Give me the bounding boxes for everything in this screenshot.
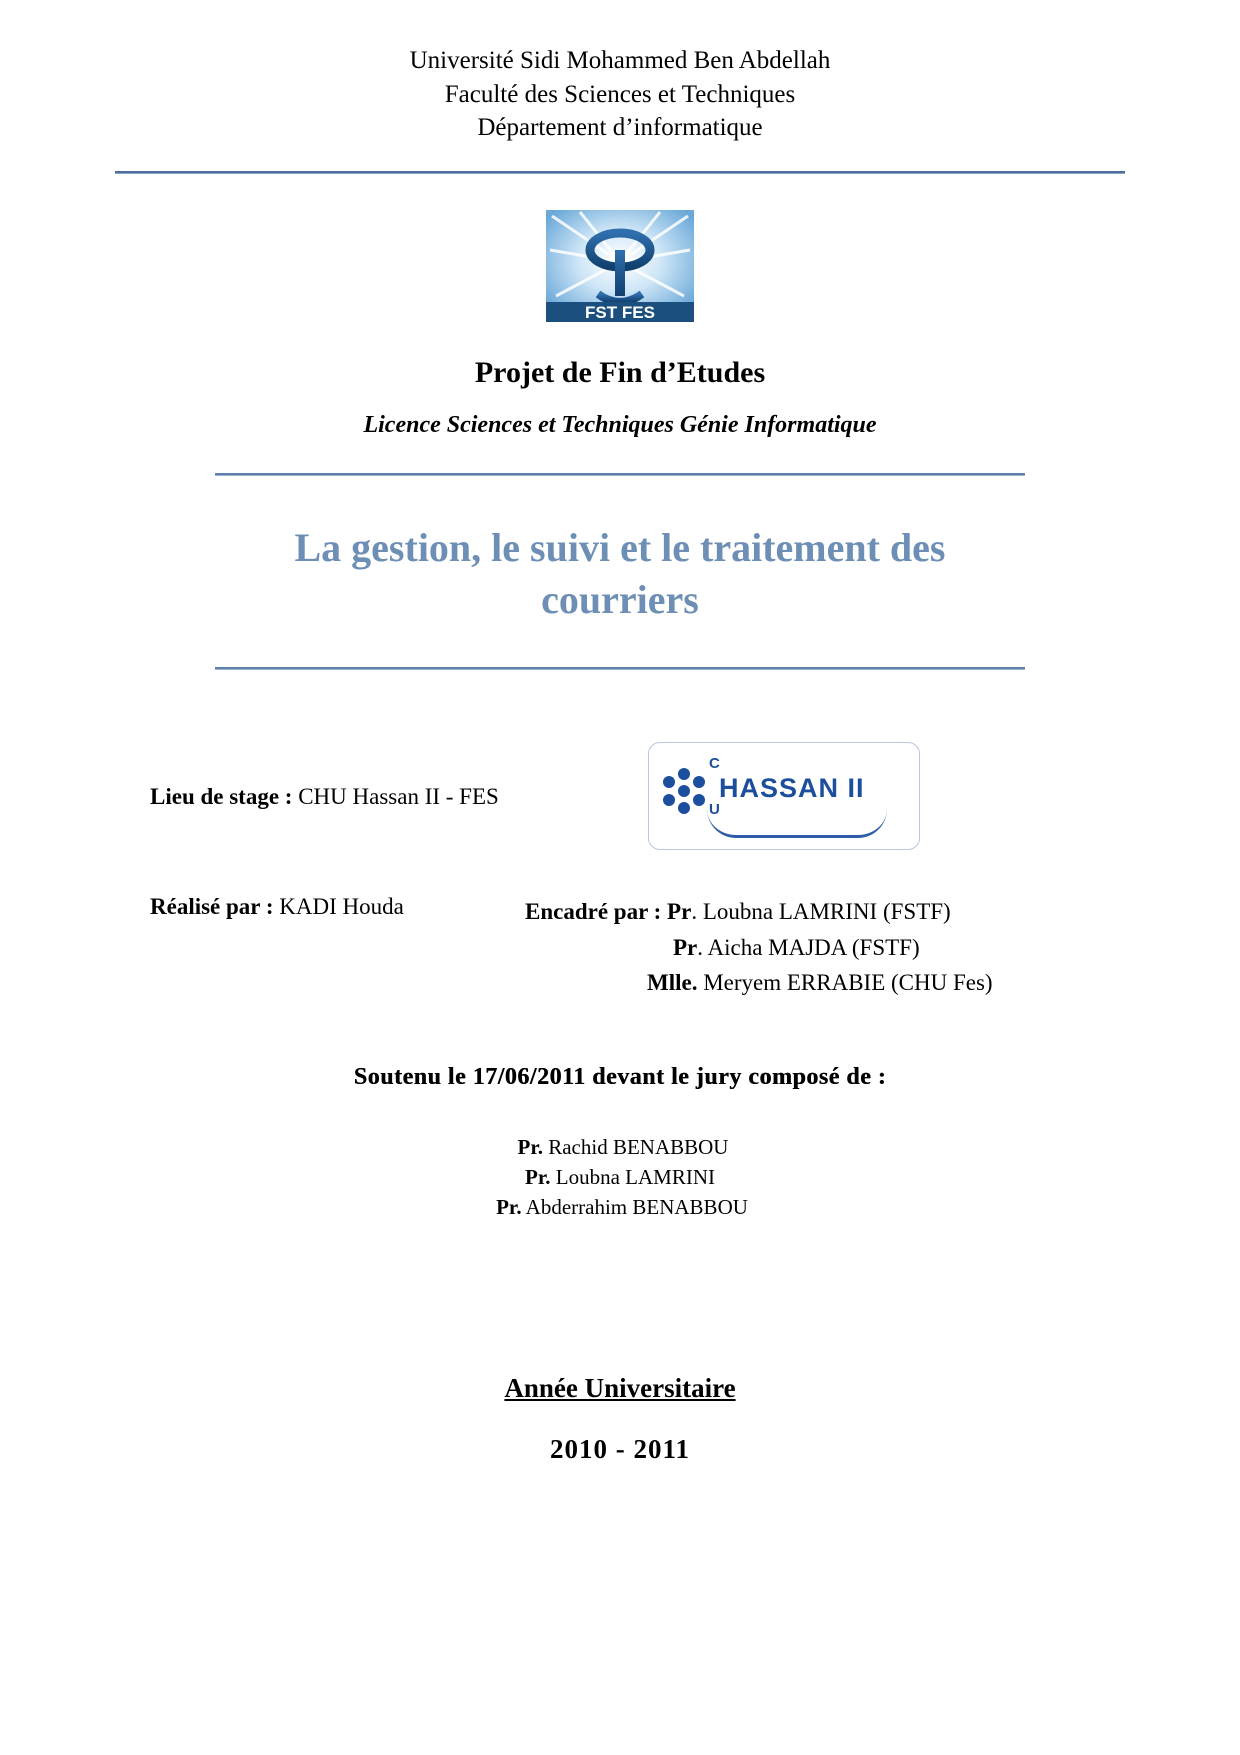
divider-above-title [215,473,1025,476]
supervisor-line-3 [647,965,993,1001]
supervisor-line-2 [673,930,993,966]
supervisor-label: Encadré par : [525,899,662,925]
jury-2-title: Pr. [525,1164,551,1189]
academic-year-label-text: Année Universitaire [504,1372,736,1403]
supervisor-2-title: Pr [673,934,698,960]
divider-below-title [215,667,1025,670]
department-name: Département d’informatique [477,114,763,141]
defense-line: Soutenu le 17/06/2011 devant le jury composé de : [353,1064,887,1091]
chu-flower-icon [661,765,707,817]
stage-line [150,784,499,810]
chu-swoosh-decoration [707,809,887,838]
jury-list [0,1133,1240,1222]
divider-top [115,171,1125,174]
chu-wordmark: HASSAN II [719,773,865,804]
supervisor-3-name: Meryem ERRABIE (CHU Fes) [697,970,993,996]
credits-block [0,894,1240,1024]
jury-member-1 [0,1133,1240,1163]
jury-member-3 [0,1193,1240,1223]
chu-letter-c: C [709,755,720,773]
jury-1-title: Pr. [517,1135,543,1160]
supervisor-2-name: . Aicha MAJDA (FSTF) [697,934,920,960]
supervisor-block [525,894,993,1001]
jury-member-2 [0,1163,1240,1193]
academic-year-label [0,1373,1240,1404]
author-value: KADI Houda [279,894,404,920]
chu-hassan-ii-logo [648,742,920,850]
jury-3-title: Pr. [496,1194,522,1219]
faculty-name: Faculté des Sciences et Techniques [444,80,796,108]
supervisor-3-title: Mlle. [647,970,698,996]
institution-header [0,0,1240,145]
supervisor-1-title: Pr [667,899,692,925]
fst-fes-logo [546,210,694,322]
project-type-title: Projet de Fin d’Etudes [474,355,766,389]
academic-year-value: 2010 - 2011 [549,1433,690,1464]
svg-text:FST FES: FST FES [585,302,655,322]
degree-subtitle: Licence Sciences et Techniques Génie Informatique [363,411,877,438]
jury-3-name: Abderrahim BENABBOU [525,1194,748,1219]
supervisor-1-name: . Loubna LAMRINI (FSTF) [691,899,951,925]
stage-row [0,742,1240,872]
stage-value: CHU Hassan II - FES [298,784,499,810]
fst-logo-container [0,210,1240,322]
author-line [150,894,404,920]
jury-1-name: Rachid BENABBOU [548,1135,729,1160]
stage-label: Lieu de stage : [150,784,293,810]
page-title: La gestion, le suivi et le traitement des courriers [294,524,946,623]
author-label: Réalisé par : [150,894,274,920]
jury-2-name: Loubna LAMRINI [555,1164,715,1189]
chu-letter-u: U [709,801,720,819]
university-name: Université Sidi Mohammed Ben Abdellah [409,47,831,74]
supervisor-line-1 [525,894,993,930]
